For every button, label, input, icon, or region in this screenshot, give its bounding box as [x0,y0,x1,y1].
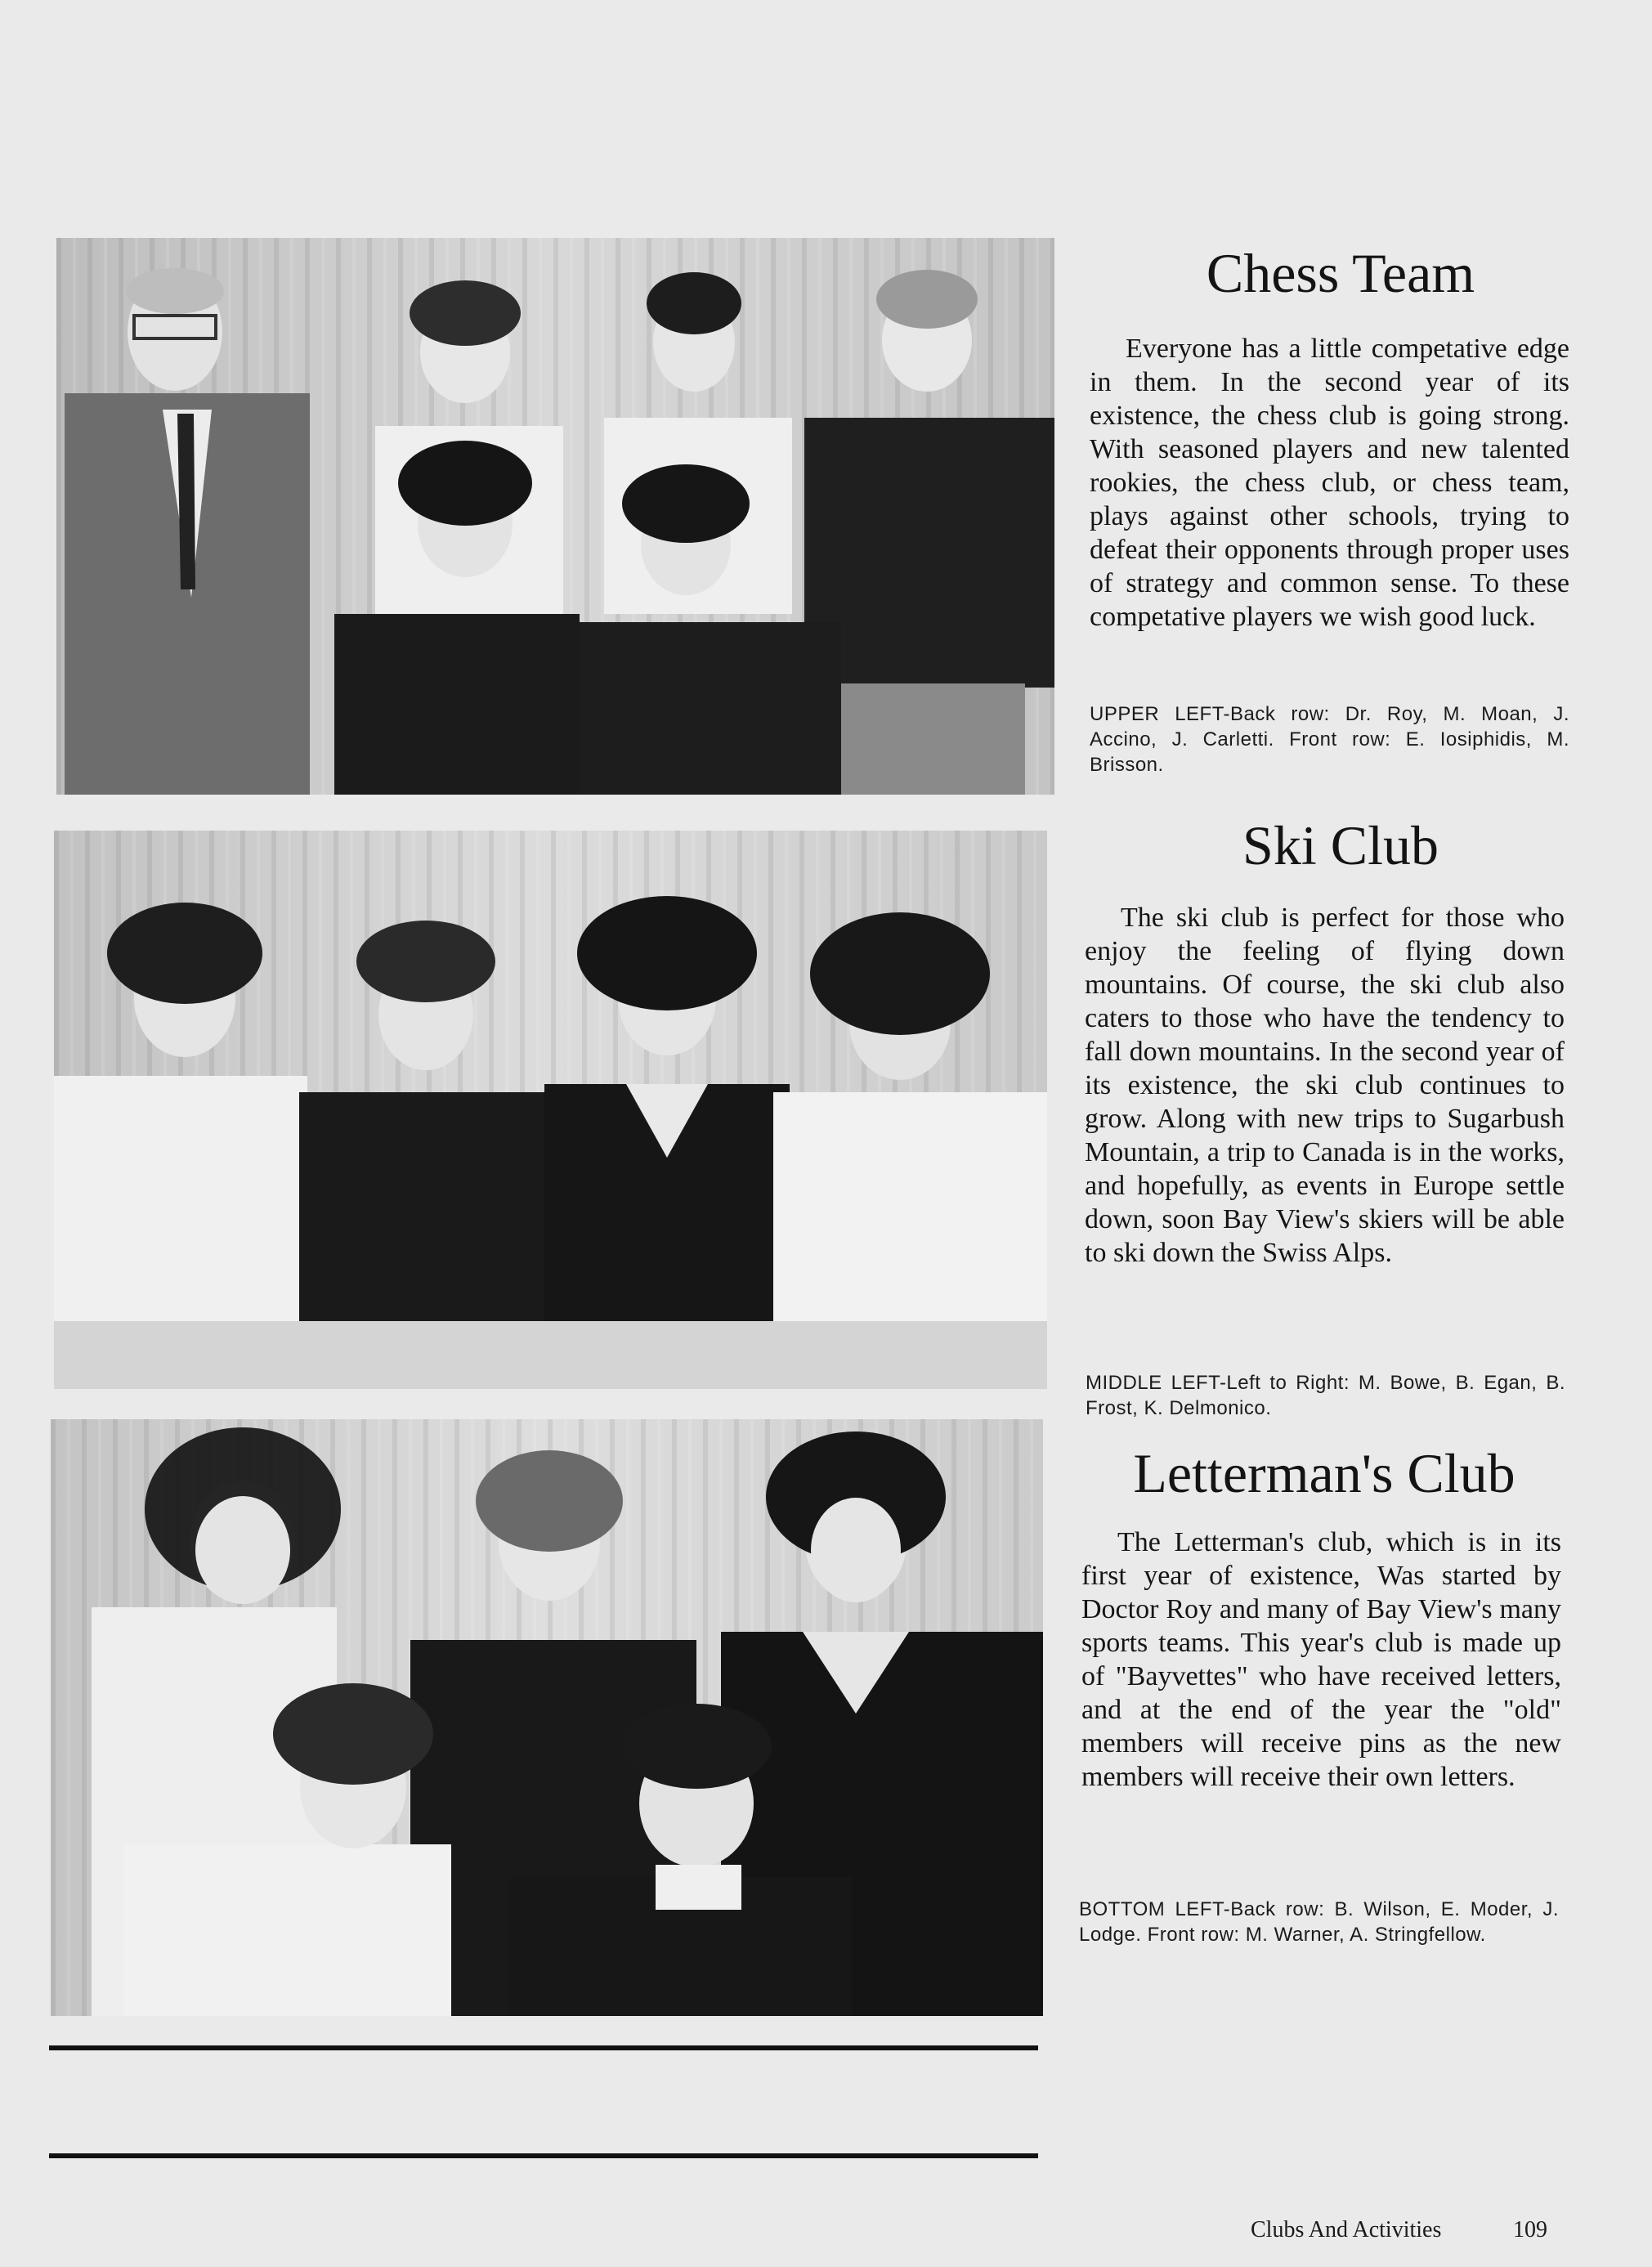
ski-club-photo [54,831,1047,1389]
lettermans-club-photo [51,1419,1043,2016]
footer-section-name: Clubs And Activities [1251,2217,1442,2242]
section-title-ski-club: Ski Club [1242,814,1439,876]
section-body-lettermans-club: The Letterman's club, which is in its first year of existence, Was started by Doctor Roy and many of Bay View's many sports teams. This year's club is made up of "Bayvettes" who have received letters, and at the end of the year the "old" members will receive pins as the new members will receive their own letters. [1081,1527,1561,1792]
photo-caption-chess-team: UPPER LEFT-Back row: Dr. Roy, M. Moan, J. Accino, J. Carletti. Front row: E. Iosiphidis, M. Brisson. [1090,703,1569,776]
horizontal-rule-bottom [49,2153,1038,2158]
page-number: 109 [1513,2217,1547,2242]
section-title-chess-team: Chess Team [1206,242,1475,304]
section-title-lettermans-club: Letterman's Club [1133,1442,1515,1504]
section-body-chess-team: Everyone has a little competative edge in them. In the second year of its existence, the chess club is going strong. With seasoned players and new talented rookies, the chess club, or chess team, plays against other schools, trying to defeat their opponents through proper uses of strategy and common sense. To these competative players we wish good luck. [1090,334,1569,632]
photo-caption-ski-club: MIDDLE LEFT-Left to Right: M. Bowe, B. Egan, B. Frost, K. Delmonico. [1086,1372,1565,1419]
horizontal-rule-top [49,2045,1038,2050]
photo-caption-lettermans-club: BOTTOM LEFT-Back row: B. Wilson, E. Moder, J. Lodge. Front row: M. Warner, A. Stringfellow. [1079,1898,1559,1946]
chess-team-photo [56,238,1054,795]
section-body-ski-club: The ski club is perfect for those who enjoy the feeling of flying down mountains. Of course, the ski club also caters to those who have the tendency to fall down mountains. In the second year of its existence, the ski club continues to grow. Along with new trips to Sugarbush Mountain, a trip to Canada is in the works, and hopefully, as events in Europe settle down, soon Bay View's skiers will be able to ski down the Swiss Alps. [1085,903,1565,1268]
